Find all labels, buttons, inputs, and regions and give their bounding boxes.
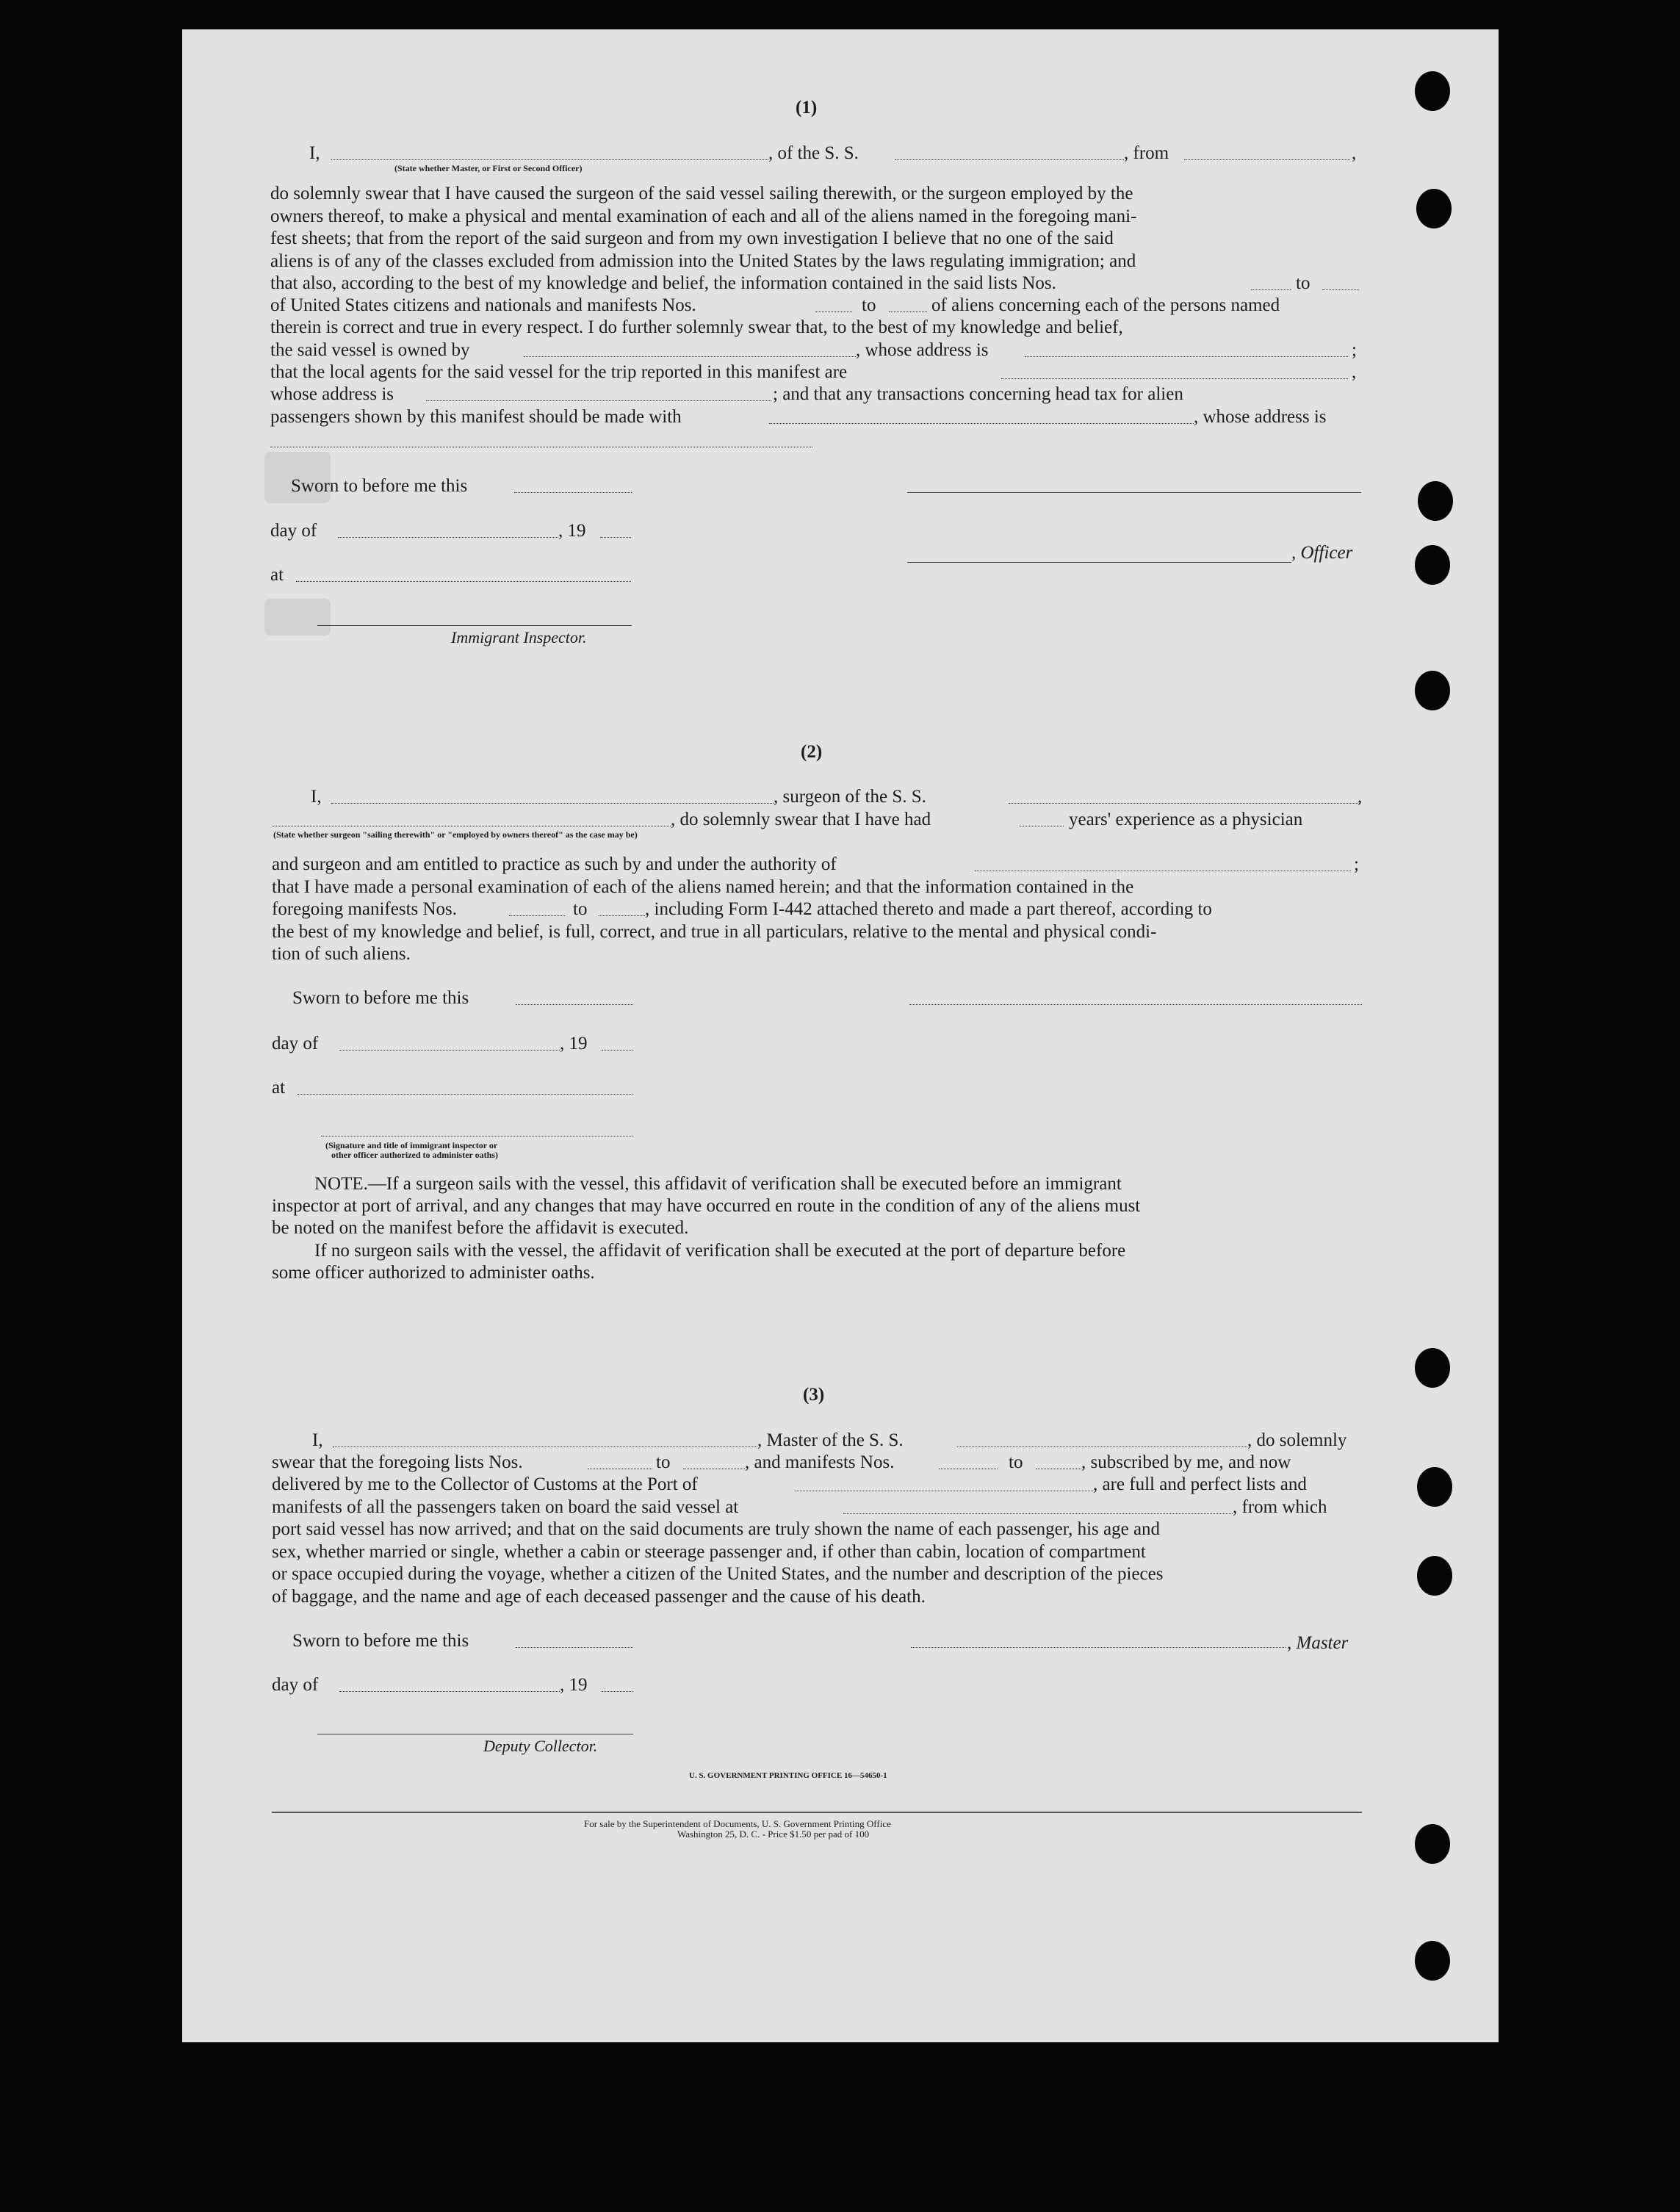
owner-address-field[interactable] <box>1025 356 1348 357</box>
paragraph-line: passengers shown by this manifest should be made with <box>270 407 682 427</box>
paragraph-line: that I have made a personal examination of each of the aliens named herein; and that the information contained in the <box>272 877 1134 897</box>
note-line: some officer authorized to administer oaths. <box>272 1263 595 1283</box>
paragraph-line: swear that the foregoing lists Nos. <box>272 1452 523 1472</box>
field-caption: (State whether Master, or First or Second Officer) <box>394 163 583 173</box>
note-text: —If a surgeon sails with the vessel, this affidavit of verification shall be executed before an immigrant <box>367 1174 1122 1194</box>
officer-rank-field[interactable] <box>331 159 768 160</box>
section-number: (3) <box>803 1385 825 1405</box>
officer-caption: , Officer <box>1291 543 1353 563</box>
day-of-label: day of <box>272 1675 319 1695</box>
year-field[interactable] <box>602 1050 632 1051</box>
departure-port-field[interactable] <box>1184 159 1350 160</box>
place-field[interactable] <box>296 581 631 582</box>
oath-paragraph: do solemnly swear that I have caused the surgeon of the said vessel sailing therewith, or the surgeon employed by the owners thereof, to make a physical and mental examination of each and all of the aliens named in the foregoing mani- fest sheets; that from the report of the said surgeon and from my own investigation I believe that no one of the said aliens is of any of the classes excluded from admission into the United States by the laws regulating immigration; and <box>270 184 1137 271</box>
year-label: , 19 <box>560 1675 588 1695</box>
punch-hole <box>1415 545 1450 585</box>
bleed-through-smear <box>264 599 331 635</box>
head-tax-contact-field[interactable] <box>769 423 1194 424</box>
month-field[interactable] <box>339 1050 560 1051</box>
lists-to-field[interactable] <box>1322 289 1359 290</box>
punctuation: ; <box>1354 854 1359 874</box>
label-to: to <box>862 295 876 315</box>
year-field[interactable] <box>600 537 631 538</box>
punctuation: , <box>1352 362 1357 382</box>
label-of-ss: , of the S. S. <box>768 143 859 163</box>
inspector-caption: Immigrant Inspector. <box>451 628 587 646</box>
paragraph-line: of United States citizens and nationals and manifests Nos. <box>270 295 696 315</box>
surgeon-signature-line[interactable] <box>909 1004 1362 1005</box>
signature-caption: other officer authorized to administer oaths) <box>331 1150 498 1160</box>
paragraph-line: , including Form I-442 attached thereto and made a part thereof, according to <box>645 899 1212 919</box>
oath-start: I, <box>309 143 320 163</box>
sale-notice: For sale by the Superintendent of Documents, U. S. Government Printing Office <box>584 1818 891 1829</box>
vessel-name-field[interactable] <box>895 159 1124 160</box>
punch-hole <box>1415 71 1450 111</box>
day-of-label: day of <box>272 1034 319 1053</box>
note-label: NOTE. <box>314 1174 368 1194</box>
punch-hole <box>1417 1467 1452 1507</box>
at-label: at <box>270 565 284 585</box>
month-field[interactable] <box>339 1691 560 1692</box>
note-line <box>314 1173 1122 1195</box>
paragraph-line: delivered by me to the Collector of Customs at the Port of <box>272 1474 698 1494</box>
oath-start: I, <box>311 787 322 807</box>
note-line: be noted on the manifest before the affidavit is executed. <box>272 1218 689 1238</box>
sale-notice: Washington 25, D. C. - Price $1.50 per pad of 100 <box>677 1829 870 1840</box>
paragraph-line: years' experience as a physician <box>1069 810 1303 829</box>
vessel-name-field[interactable] <box>1009 803 1360 804</box>
label-surgeon-of-ss: , surgeon of the S. S. <box>774 787 926 807</box>
label-from: , from <box>1124 143 1169 163</box>
owner-field[interactable] <box>524 356 856 357</box>
label-to: to <box>656 1452 671 1472</box>
punch-hole <box>1416 189 1452 228</box>
paragraph-line: that also, according to the best of my knowledge and belief, the information contained in the said lists Nos. <box>270 273 1056 293</box>
oath-paragraph: port said vessel has now arrived; and that on the said documents are truly shown the name of each passenger, his age and sex, whether married or single, whether a cabin or steerage passenger and, if other than cabin, location of compartment or space occupied during the voyage, whether a citizen of the United States, and the number and description of the pieces of baggage, and the name and age of each deceased passenger and the cause of his death. <box>272 1519 1164 1607</box>
day-of-label: day of <box>270 521 317 541</box>
surgeon-name-field[interactable] <box>331 803 774 804</box>
punch-hole <box>1415 1824 1450 1864</box>
master-caption: , Master <box>1287 1633 1349 1653</box>
paragraph-line: , do solemnly swear that I have had <box>671 810 931 829</box>
paragraph-line: tion of such aliens. <box>272 944 411 964</box>
year-label: , 19 <box>560 1034 588 1053</box>
manifests-to-field[interactable] <box>599 915 645 916</box>
paragraph-line: therein is correct and true in every respect. I do further solemnly swear that, to the best of my knowledge and belief, <box>270 317 1123 337</box>
punch-hole <box>1415 1941 1450 1981</box>
sworn-date-field[interactable] <box>516 1647 633 1648</box>
place-field[interactable] <box>298 1094 632 1095</box>
paragraph-line: manifests of all the passengers taken on board the said vessel at <box>272 1497 739 1517</box>
paragraph-line: the said vessel is owned by <box>270 340 470 360</box>
local-agents-field[interactable] <box>1001 378 1348 379</box>
sworn-date-field[interactable] <box>516 1004 633 1005</box>
label-to: to <box>1296 273 1311 293</box>
paragraph-line: foregoing manifests Nos. <box>272 899 458 919</box>
sworn-label: Sworn to before me this <box>292 1631 469 1651</box>
section-number: (1) <box>796 98 818 118</box>
month-field[interactable] <box>338 537 558 538</box>
paragraph-line: , and manifests Nos. <box>745 1452 895 1472</box>
label-to: to <box>573 899 588 919</box>
label-to: to <box>1009 1452 1023 1472</box>
paragraph-line: whose address is <box>270 384 394 404</box>
manifests-to-field[interactable] <box>889 311 927 312</box>
paragraph-line: that the local agents for the said vessel for the trip reported in this manifest are <box>270 362 848 382</box>
label-master-of-ss: , Master of the S. S. <box>757 1430 904 1450</box>
punch-hole <box>1415 671 1450 710</box>
at-label: at <box>272 1078 286 1098</box>
sworn-date-field[interactable] <box>514 492 632 493</box>
punctuation: ; <box>1352 340 1357 360</box>
punch-hole <box>1418 481 1453 521</box>
paragraph-line: , subscribed by me, and now <box>1081 1452 1291 1472</box>
departure-port-field[interactable] <box>843 1513 1233 1514</box>
field-caption: (State whether surgeon "sailing therewith" or "employed by owners thereof" as the case may be) <box>273 829 638 840</box>
note-line: If no surgeon sails with the vessel, the affidavit of verification shall be executed at the port of departure before <box>314 1241 1126 1261</box>
paragraph-line: , are full and perfect lists and <box>1093 1474 1307 1494</box>
manifests-from-field[interactable] <box>815 311 852 312</box>
master-signature-line[interactable] <box>911 1647 1286 1648</box>
deputy-caption: Deputy Collector. <box>483 1737 598 1755</box>
paragraph-line: ; and that any transactions concerning head tax for alien <box>773 384 1183 404</box>
sworn-label: Sworn to before me this <box>292 988 469 1008</box>
punch-hole <box>1417 1556 1452 1596</box>
officer-signature-line[interactable] <box>907 492 1361 493</box>
section-number: (2) <box>801 742 823 762</box>
sworn-label: Sworn to before me this <box>291 476 468 496</box>
paragraph-line: , from which <box>1233 1497 1327 1517</box>
agents-address-field[interactable] <box>426 400 771 401</box>
oath-start: I, <box>312 1430 323 1450</box>
paragraph-line: , whose address is <box>856 340 989 360</box>
punctuation: , <box>1358 787 1363 807</box>
punch-hole <box>1415 1348 1450 1388</box>
year-field[interactable] <box>602 1691 632 1692</box>
lists-from-field[interactable] <box>1251 289 1291 290</box>
officer-title-line[interactable] <box>907 562 1291 563</box>
punctuation: , <box>1352 143 1357 163</box>
paragraph-line: , whose address is <box>1194 407 1327 427</box>
note-line: inspector at port of arrival, and any changes that may have occurred en route in the condition of any of the aliens must <box>272 1196 1141 1216</box>
signature-caption: (Signature and title of immigrant inspector or <box>325 1140 498 1150</box>
paragraph-line: and surgeon and am entitled to practice as such by and under the authority of <box>272 854 837 874</box>
paragraph-line: , do solemnly <box>1247 1430 1347 1450</box>
footer-rule <box>272 1812 1362 1813</box>
paragraph-line: of aliens concerning each of the persons named <box>931 295 1280 315</box>
printing-office-mark: U. S. GOVERNMENT PRINTING OFFICE 16—54650-1 <box>689 1771 887 1780</box>
inspector-signature-line[interactable] <box>317 625 632 626</box>
paragraph-line: the best of my knowledge and belief, is full, correct, and true in all particulars, relative to the mental and physical condi- <box>272 922 1157 942</box>
year-label: , 19 <box>558 521 586 541</box>
manifests-from-field[interactable] <box>509 915 565 916</box>
